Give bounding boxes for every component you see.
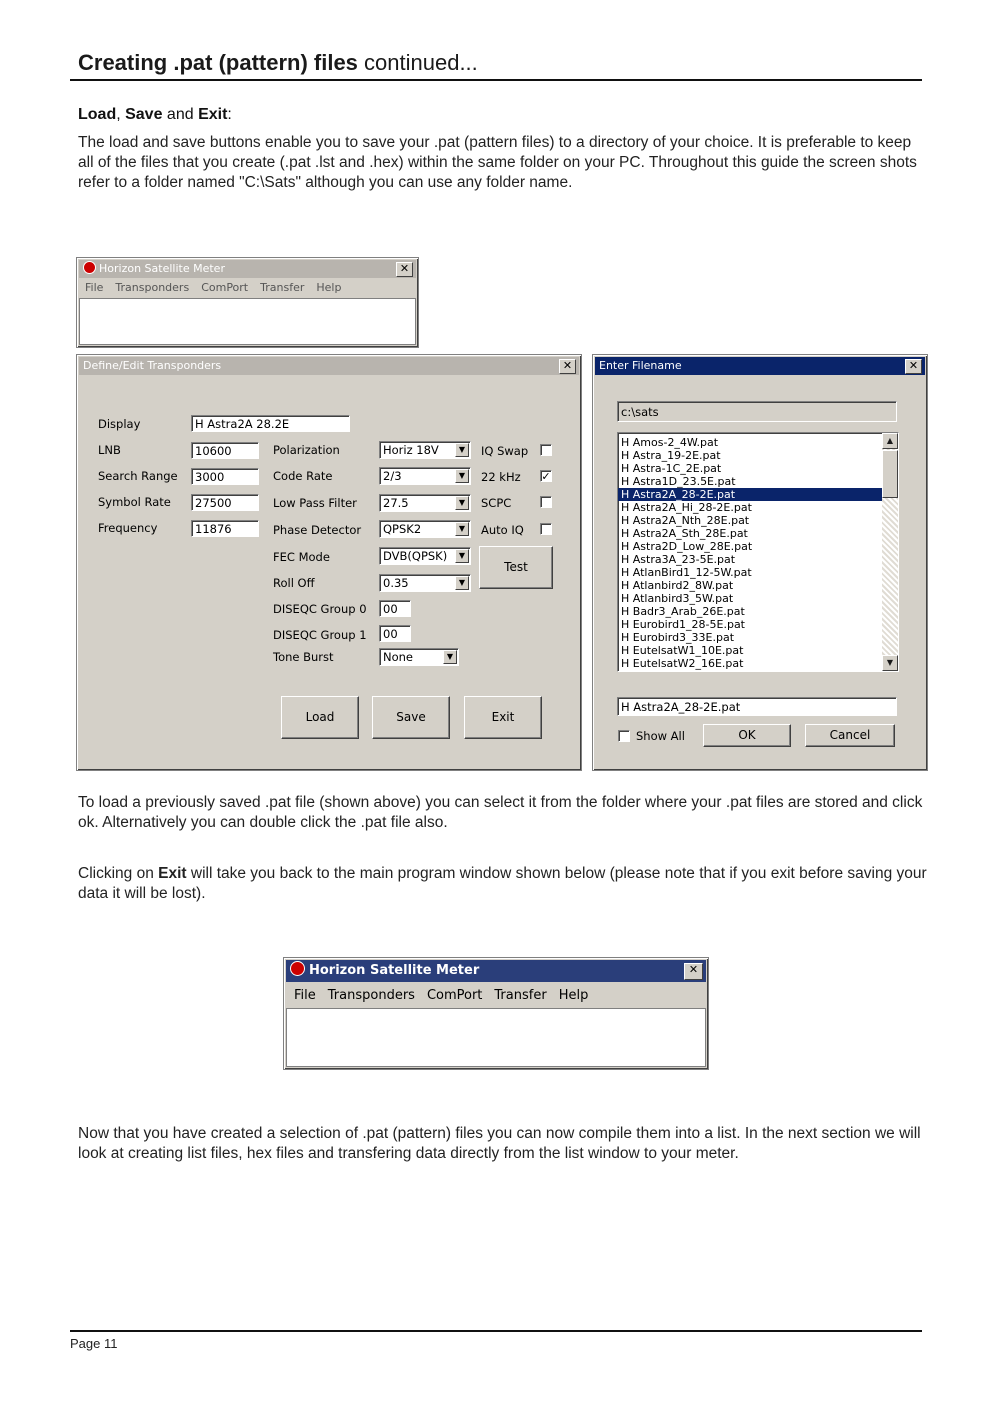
label-phase-detector: Phase Detector bbox=[273, 523, 362, 537]
menu-help[interactable]: Help bbox=[558, 988, 589, 1003]
filename-input[interactable]: H Astra2A_28-2E.pat bbox=[617, 697, 897, 716]
window-client-area bbox=[286, 1008, 706, 1067]
paragraph-4: Now that you have created a selection of .pat (pattern) files you can now compile them into a list. In the next section we will look at creating list files, hex files and transfering data directly from the list window to your meter. bbox=[78, 1125, 921, 1162]
chevron-down-icon[interactable]: ▼ bbox=[455, 496, 469, 510]
main-window-large-titlebar bbox=[286, 960, 706, 982]
file-list-item[interactable]: H Astra2A_Nth_28E.pat bbox=[621, 514, 750, 527]
menu-file[interactable]: File bbox=[85, 281, 104, 294]
menu-comport[interactable]: ComPort bbox=[201, 281, 249, 294]
symbol-rate-input[interactable]: 27500 bbox=[191, 494, 259, 511]
define-window-titlebar bbox=[79, 357, 579, 375]
file-list-item[interactable]: H EutelsatW1_10E.pat bbox=[621, 644, 744, 657]
label-frequency: Frequency bbox=[98, 521, 158, 535]
label-roll-off: Roll Off bbox=[273, 576, 315, 590]
label-22khz: 22 kHz bbox=[481, 470, 521, 484]
label-low-pass-filter: Low Pass Filter bbox=[273, 496, 357, 510]
label-show-all: Show All bbox=[636, 729, 685, 743]
menu-bar bbox=[79, 281, 416, 294]
scroll-thumb[interactable] bbox=[882, 450, 898, 498]
scroll-down-icon[interactable]: ▼ bbox=[882, 655, 898, 671]
polarization-select[interactable]: Horiz 18V ▼ bbox=[379, 441, 471, 459]
diseqc-group-1-input[interactable]: 00 bbox=[379, 625, 411, 642]
cancel-button[interactable]: Cancel bbox=[805, 724, 895, 747]
menu-help[interactable]: Help bbox=[316, 281, 342, 294]
window-title: Define/Edit Transponders bbox=[83, 359, 222, 372]
footer-rule bbox=[70, 1330, 922, 1332]
file-list-item[interactable]: H Badr3_Arab_26E.pat bbox=[621, 605, 745, 618]
main-window-large bbox=[283, 957, 709, 1070]
file-list-item[interactable]: H Astra2A_28-2E.pat bbox=[618, 488, 882, 501]
vertical-scrollbar[interactable] bbox=[882, 433, 898, 671]
file-list-item[interactable]: H Amos-2_4W.pat bbox=[621, 436, 719, 449]
file-list-item[interactable]: H Astra3A_23-5E.pat bbox=[621, 553, 736, 566]
test-button[interactable]: Test bbox=[479, 546, 553, 589]
folder-path: c:\sats bbox=[617, 401, 897, 422]
tone-burst-select[interactable]: None ▼ bbox=[379, 648, 459, 666]
file-list[interactable] bbox=[617, 432, 899, 672]
frequency-input[interactable]: 11876 bbox=[191, 520, 259, 537]
label-diseqc-group-0: DISEQC Group 0 bbox=[273, 602, 367, 616]
file-list-item[interactable]: H Atlanbird3_5W.pat bbox=[621, 592, 734, 605]
header-rule bbox=[70, 79, 922, 81]
file-list-item[interactable]: H Astra2A_Sth_28E.pat bbox=[621, 527, 748, 540]
menu-comport[interactable]: ComPort bbox=[426, 988, 483, 1003]
enter-filename-window bbox=[592, 354, 928, 771]
label-fec-mode: FEC Mode bbox=[273, 550, 330, 564]
label-iq-swap: IQ Swap bbox=[481, 444, 529, 458]
target-icon bbox=[83, 261, 96, 274]
page-title: Creating .pat (pattern) files continued... bbox=[78, 50, 478, 75]
file-list-item[interactable]: H EutelsatW2_16E.pat bbox=[621, 657, 744, 670]
scroll-up-icon[interactable]: ▲ bbox=[882, 433, 898, 449]
ok-button[interactable]: OK bbox=[703, 724, 791, 747]
close-icon[interactable]: ✕ bbox=[559, 359, 576, 374]
label-search-range: Search Range bbox=[98, 469, 178, 483]
chevron-down-icon[interactable]: ▼ bbox=[455, 469, 469, 483]
main-window-small bbox=[76, 257, 419, 348]
paragraph-3: Clicking on Exit will take you back to the main program window shown below (please note that if you exit before saving your data it will be lost). bbox=[78, 865, 927, 902]
menu-transponders[interactable]: Transponders bbox=[115, 281, 190, 294]
menu-transponders[interactable]: Transponders bbox=[327, 988, 415, 1003]
main-window-small-titlebar bbox=[79, 260, 416, 278]
chevron-down-icon[interactable]: ▼ bbox=[443, 650, 457, 664]
scpc-checkbox[interactable] bbox=[540, 496, 552, 508]
chevron-down-icon[interactable]: ▼ bbox=[455, 522, 469, 536]
file-list-item[interactable]: H Astra2A_Hi_28-2E.pat bbox=[621, 501, 752, 514]
file-list-item[interactable]: H Astra1D_23.5E.pat bbox=[621, 475, 736, 488]
file-list-item[interactable]: H Eurobird1_28-5E.pat bbox=[621, 618, 745, 631]
paragraph-1: The load and save buttons enable you to save your .pat (pattern files) to a directory of your choice. It is preferable to keep all of the files that you create (.pat .lst and .hex) within the same folder on your PC. Throughout this guide the screen shots refer to a folder named "C:\Sats" although you can use any folder name. bbox=[78, 134, 917, 191]
section-subhead: Load, Save and Exit: bbox=[78, 106, 232, 123]
file-list-item[interactable]: H Atlanbird2_8W.pat bbox=[621, 579, 734, 592]
filename-window-titlebar bbox=[595, 357, 925, 375]
menu-transfer[interactable]: Transfer bbox=[260, 281, 305, 294]
label-diseqc-group-1: DISEQC Group 1 bbox=[273, 628, 367, 642]
window-title: Horizon Satellite Meter bbox=[309, 963, 480, 978]
label-polarization: Polarization bbox=[273, 443, 340, 457]
window-title: Horizon Satellite Meter bbox=[99, 262, 225, 275]
label-tone-burst: Tone Burst bbox=[273, 650, 334, 664]
file-list-item[interactable]: H AtlanBird1_12-5W.pat bbox=[621, 566, 752, 579]
22khz-checkbox[interactable]: ✓ bbox=[541, 470, 551, 483]
exit-button[interactable]: Exit bbox=[464, 696, 542, 739]
roll-off-select[interactable]: 0.35 ▼ bbox=[379, 574, 471, 592]
phase-detector-select[interactable]: QPSK2 ▼ bbox=[379, 520, 471, 538]
file-list-item[interactable]: H Astra2D_Low_28E.pat bbox=[621, 540, 753, 553]
label-scpc: SCPC bbox=[481, 496, 512, 510]
menu-bar bbox=[286, 988, 706, 1003]
close-icon[interactable]: ✕ bbox=[905, 359, 922, 374]
show-all-checkbox[interactable] bbox=[618, 730, 630, 742]
file-list-item[interactable]: H Astra-1C_2E.pat bbox=[621, 462, 722, 475]
chevron-down-icon[interactable]: ▼ bbox=[455, 576, 469, 590]
auto-iq-checkbox[interactable] bbox=[540, 523, 552, 535]
lnb-input[interactable]: 10600 bbox=[191, 442, 259, 459]
low-pass-filter-select[interactable]: 27.5 ▼ bbox=[379, 494, 471, 512]
search-range-input[interactable]: 3000 bbox=[191, 468, 259, 485]
chevron-down-icon[interactable]: ▼ bbox=[455, 443, 469, 457]
close-icon[interactable]: ✕ bbox=[396, 262, 413, 277]
window-title: Enter Filename bbox=[599, 359, 682, 372]
menu-transfer[interactable]: Transfer bbox=[494, 988, 547, 1003]
iq-swap-checkbox[interactable] bbox=[540, 444, 552, 456]
chevron-down-icon[interactable]: ▼ bbox=[455, 549, 469, 563]
target-icon bbox=[290, 961, 305, 976]
diseqc-group-0-input[interactable]: 00 bbox=[379, 600, 411, 617]
display-input[interactable]: H Astra2A 28.2E bbox=[191, 415, 350, 432]
file-list-item[interactable]: H Astra_19-2E.pat bbox=[621, 449, 721, 462]
label-lnb: LNB bbox=[98, 443, 121, 457]
fec-mode-select[interactable]: DVB(QPSK) ▼ bbox=[379, 547, 471, 565]
label-code-rate: Code Rate bbox=[273, 469, 333, 483]
define-transponders-window bbox=[76, 354, 582, 771]
code-rate-select[interactable]: 2/3 ▼ bbox=[379, 467, 471, 485]
label-display: Display bbox=[98, 417, 141, 431]
label-symbol-rate: Symbol Rate bbox=[98, 495, 171, 509]
save-button[interactable]: Save bbox=[372, 696, 450, 739]
close-icon[interactable]: ✕ bbox=[684, 963, 703, 980]
window-client-area bbox=[79, 298, 416, 345]
page-number: Page 11 bbox=[70, 1336, 118, 1351]
label-auto-iq: Auto IQ bbox=[481, 523, 524, 537]
load-button[interactable]: Load bbox=[281, 696, 359, 739]
file-list-item[interactable]: H Eurobird3_33E.pat bbox=[621, 631, 735, 644]
paragraph-2: To load a previously saved .pat file (shown above) you can select it from the folder where your .pat files are stored and click ok. Alternatively you can double click the .pat file also. bbox=[78, 794, 923, 831]
menu-file[interactable]: File bbox=[294, 988, 316, 1003]
